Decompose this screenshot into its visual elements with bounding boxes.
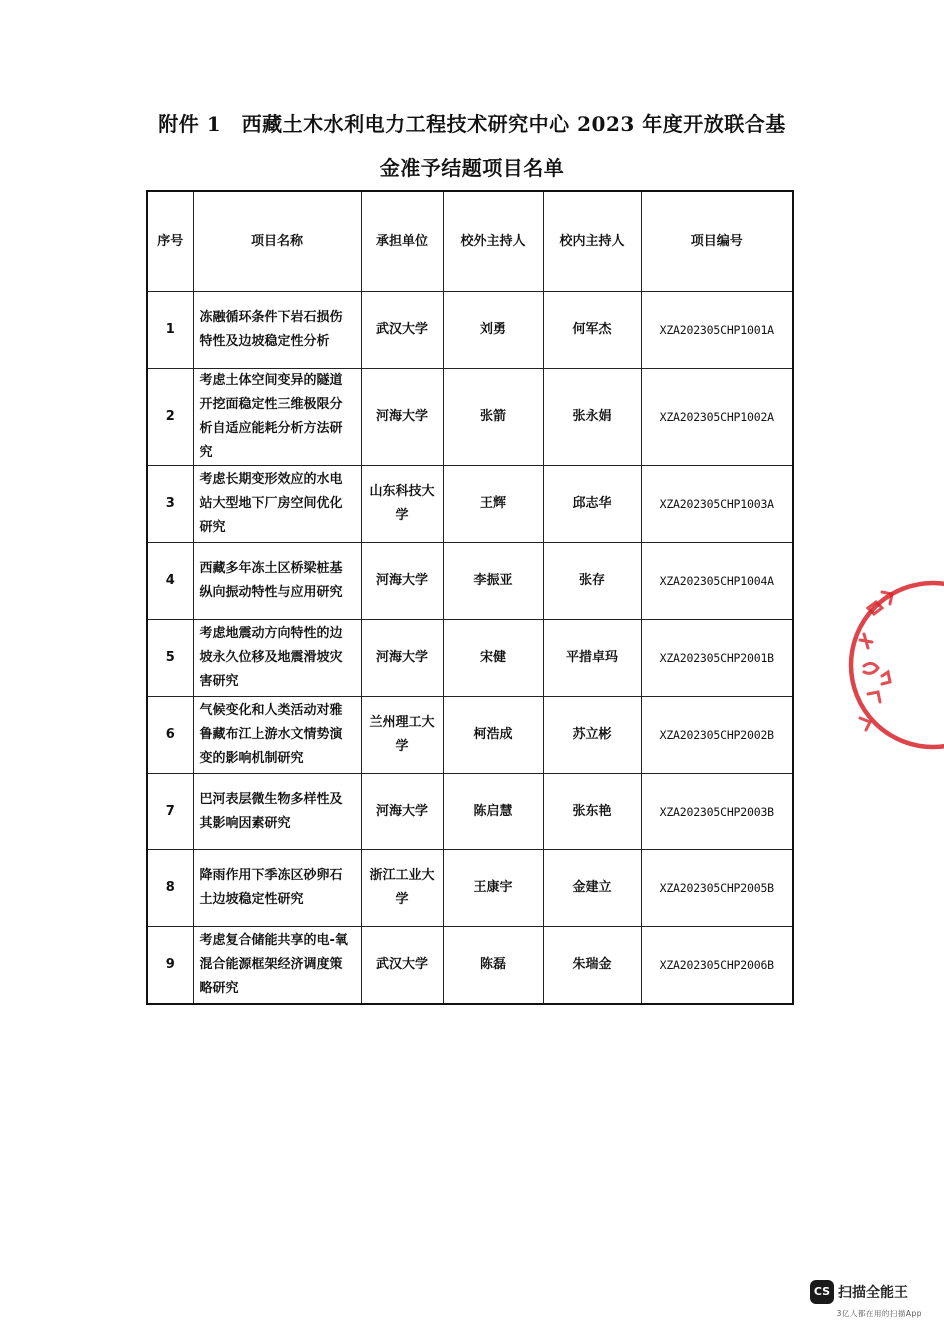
cell-code: XZA202305CHP2001B [641, 620, 793, 697]
cell-no: 7 [147, 774, 193, 850]
table-row [147, 697, 793, 774]
cell-name: 考虑土体空间变异的隧道开挖面稳定性三维极限分析自适应能耗分析方法研究 [193, 369, 361, 466]
table-row [147, 927, 793, 1005]
cell-no: 6 [147, 697, 193, 774]
cell-external: 张箭 [443, 369, 543, 466]
header-external: 校外主持人 [443, 191, 543, 292]
cell-code: XZA202305CHP1002A [641, 369, 793, 466]
scanner-app-name: 扫描全能王 [838, 1285, 908, 1301]
cell-name: 考虑复合储能共享的电-氧混合能源框架经济调度策略研究 [193, 927, 361, 1005]
cell-code: XZA202305CHP2005B [641, 850, 793, 927]
table-row [147, 466, 793, 543]
cell-name: 降雨作用下季冻区砂卵石土边坡稳定性研究 [193, 850, 361, 927]
cell-no: 5 [147, 620, 193, 697]
cell-unit: 河海大学 [361, 620, 443, 697]
scanner-logo: CS [810, 1280, 834, 1304]
header-internal: 校内主持人 [543, 191, 641, 292]
cell-code: XZA202305CHP2006B [641, 927, 793, 1005]
cell-internal: 金建立 [543, 850, 641, 927]
cell-unit: 山东科技大学 [361, 466, 443, 543]
cell-internal: 张永娟 [543, 369, 641, 466]
cell-external: 宋健 [443, 620, 543, 697]
cell-internal: 张存 [543, 543, 641, 620]
cell-unit: 武汉大学 [361, 292, 443, 369]
cell-external: 陈磊 [443, 927, 543, 1005]
header-name: 项目名称 [193, 191, 361, 292]
red-seal-stamp [838, 570, 944, 760]
cell-name: 考虑地震动方向特性的边坡永久位移及地震滑坡灾害研究 [193, 620, 361, 697]
cell-name: 考虑长期变形效应的水电站大型地下厂房空间优化研究 [193, 466, 361, 543]
cell-no: 3 [147, 466, 193, 543]
cell-code: XZA202305CHP1003A [641, 466, 793, 543]
scanner-tagline: 3亿人都在用的扫描App [836, 1309, 922, 1318]
table-row [147, 369, 793, 466]
cell-name: 巴河表层微生物多样性及其影响因素研究 [193, 774, 361, 850]
cell-external: 柯浩成 [443, 697, 543, 774]
cell-no: 8 [147, 850, 193, 927]
cell-unit: 浙江工业大学 [361, 850, 443, 927]
scanner-watermark [810, 1280, 922, 1319]
cell-no: 9 [147, 927, 193, 1005]
project-table [146, 190, 794, 1005]
header-code: 项目编号 [641, 191, 793, 292]
cell-no: 1 [147, 292, 193, 369]
cell-code: XZA202305CHP1001A [641, 292, 793, 369]
cell-unit: 兰州理工大学 [361, 697, 443, 774]
table-header-row [147, 191, 793, 292]
cell-external: 刘勇 [443, 292, 543, 369]
header-no: 序号 [147, 191, 193, 292]
cell-internal: 苏立彬 [543, 697, 641, 774]
table-row [147, 292, 793, 369]
table-row [147, 850, 793, 927]
table-row [147, 774, 793, 850]
cell-external: 王辉 [443, 466, 543, 543]
cell-unit: 河海大学 [361, 369, 443, 466]
document-title-line1: 附件 1 西藏土木水利电力工程技术研究中心 2023 年度开放联合基 [158, 112, 786, 136]
cell-unit: 河海大学 [361, 543, 443, 620]
cell-code: XZA202305CHP2002B [641, 697, 793, 774]
cell-no: 2 [147, 369, 193, 466]
cell-unit: 武汉大学 [361, 927, 443, 1005]
cell-name: 冻融循环条件下岩石损伤特性及边坡稳定性分析 [193, 292, 361, 369]
cell-name: 西藏多年冻土区桥梁桩基纵向振动特性与应用研究 [193, 543, 361, 620]
cell-internal: 平措卓玛 [543, 620, 641, 697]
cell-external: 王康宇 [443, 850, 543, 927]
cell-internal: 何军杰 [543, 292, 641, 369]
table-row [147, 543, 793, 620]
cell-internal: 张东艳 [543, 774, 641, 850]
cell-code: XZA202305CHP1004A [641, 543, 793, 620]
cell-external: 李振亚 [443, 543, 543, 620]
cell-unit: 河海大学 [361, 774, 443, 850]
cell-code: XZA202305CHP2003B [641, 774, 793, 850]
cell-external: 陈启慧 [443, 774, 543, 850]
document-title-line2: 金准予结题项目名单 [379, 156, 565, 180]
cell-internal: 邱志华 [543, 466, 641, 543]
cell-internal: 朱瑞金 [543, 927, 641, 1005]
cell-no: 4 [147, 543, 193, 620]
table-row [147, 620, 793, 697]
cell-name: 气候变化和人类活动对雅鲁藏布江上游水文情势演变的影响机制研究 [193, 697, 361, 774]
header-unit: 承担单位 [361, 191, 443, 292]
